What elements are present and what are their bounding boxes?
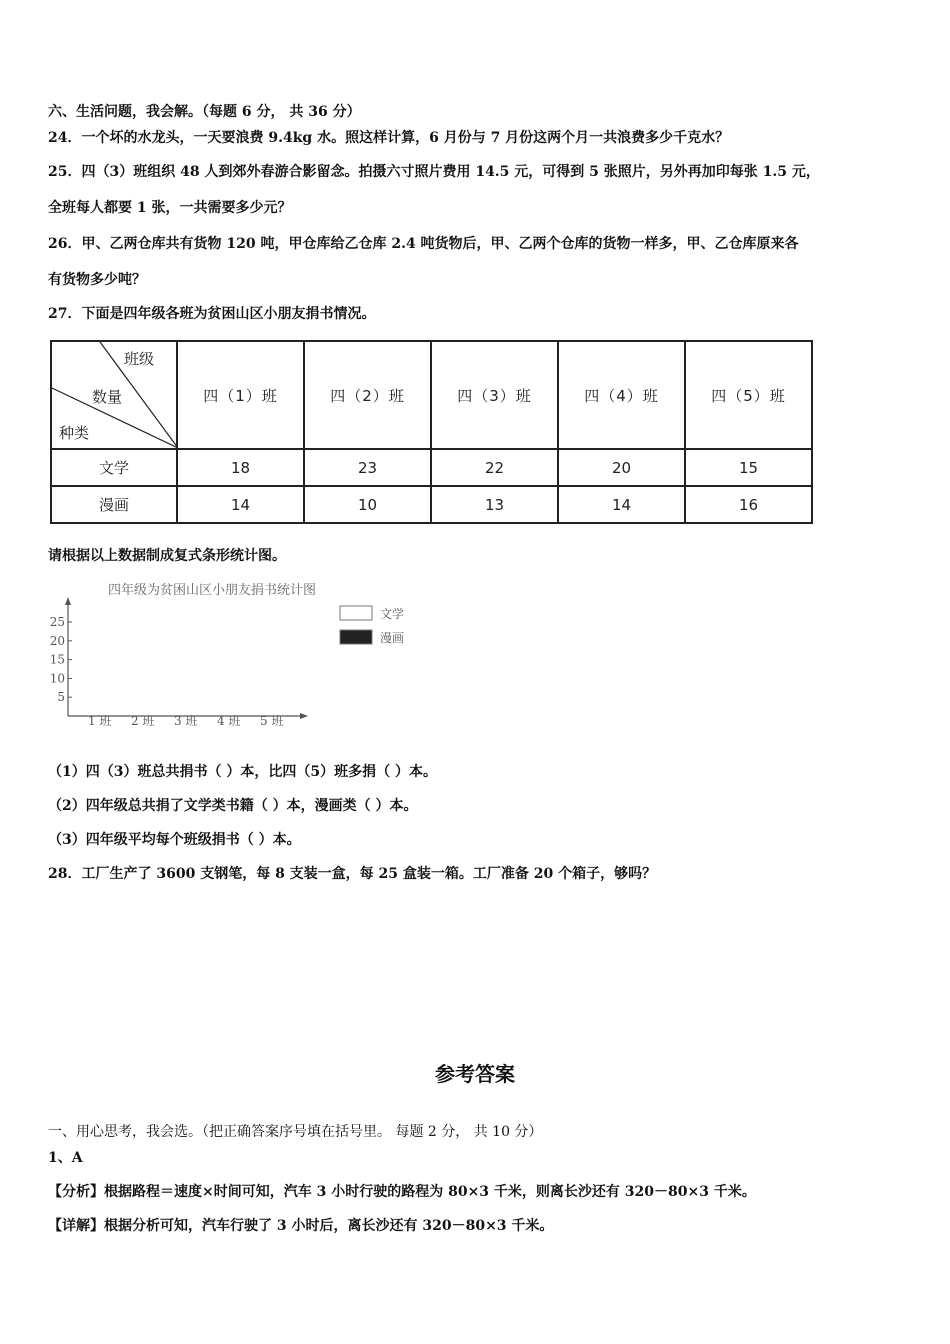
subquestion-3: （3）四年级平均每个班级捐书（ ）本。 bbox=[48, 832, 301, 848]
legend-label: 漫画 bbox=[380, 631, 405, 645]
class-header: 四（5）班 bbox=[685, 341, 812, 449]
corner-class-label: 班级 bbox=[124, 350, 155, 368]
chart-instruction: 请根据以上数据制成复式条形统计图。 bbox=[48, 548, 286, 564]
answer-detail: 【详解】根据分析可知，汽车行驶了 3 小时后，离长沙还有 320－80×3 千米。 bbox=[48, 1218, 554, 1234]
row-label: 漫画 bbox=[51, 486, 177, 523]
question-27: 27．下面是四年级各班为贫困山区小朋友捐书情况。 bbox=[48, 306, 376, 322]
table-cell: 14 bbox=[177, 486, 304, 523]
question-24: 24．一个坏的水龙头，一天要浪费 9.4kg 水。照这样计算，6 月份与 7 月份这两个月一共浪费多少千克水？ bbox=[48, 130, 730, 146]
answer-1: 1、A bbox=[48, 1150, 83, 1166]
question-26-line1: 26．甲、乙两仓库共有货物 120 吨，甲仓库给乙仓库 2.4 吨货物后，甲、乙两个仓库的货物一样多，甲、乙仓库原来各 bbox=[48, 236, 799, 252]
table-cell: 15 bbox=[685, 449, 812, 486]
y-axis-arrow bbox=[65, 597, 71, 605]
table-cell: 20 bbox=[558, 449, 685, 486]
x-tick-label: 2 班 bbox=[131, 714, 155, 728]
class-header: 四（4）班 bbox=[558, 341, 685, 449]
x-ticks bbox=[88, 713, 283, 728]
table-cell: 23 bbox=[304, 449, 431, 486]
table-row bbox=[51, 449, 812, 486]
x-axis-arrow bbox=[300, 713, 308, 719]
y-ticks bbox=[50, 615, 72, 704]
chart-title: 四年级为贫困山区小朋友捐书统计图 bbox=[108, 583, 317, 598]
subquestion-2: （2）四年级总共捐了文学类书籍（ ）本，漫画类（ ）本。 bbox=[48, 798, 418, 814]
class-header: 四（1）班 bbox=[177, 341, 304, 449]
class-header: 四（3）班 bbox=[431, 341, 558, 449]
table-corner-cell bbox=[51, 341, 177, 449]
table-cell: 13 bbox=[431, 486, 558, 523]
legend-label: 文学 bbox=[380, 607, 405, 621]
y-tick-label: 10 bbox=[49, 671, 65, 686]
x-tick-label: 1 班 bbox=[88, 714, 112, 728]
answers-section1-heading: 一、用心思考，我会选。（把正确答案序号填在括号里。 每题 2 分， 共 10 分） bbox=[48, 1124, 543, 1140]
question-25-line2: 全班每人都要 1 张，一共需要多少元？ bbox=[48, 200, 292, 216]
corner-quantity-label: 数量 bbox=[92, 388, 123, 406]
table-cell: 22 bbox=[431, 449, 558, 486]
table-cell: 16 bbox=[685, 486, 812, 523]
question-26-line2: 有货物多少吨？ bbox=[48, 272, 146, 288]
y-tick-label: 5 bbox=[57, 690, 65, 705]
table-cell: 14 bbox=[558, 486, 685, 523]
answer-analysis: 【分析】根据路程＝速度×时间可知，汽车 3 小时行驶的路程为 80×3 千米，则离长沙还有 320－80×3 千米。 bbox=[48, 1184, 756, 1200]
answers-title: 参考答案 bbox=[435, 1062, 515, 1086]
x-tick-label: 4 班 bbox=[217, 714, 241, 728]
chart-legend bbox=[340, 606, 404, 645]
y-tick-label: 15 bbox=[49, 652, 65, 667]
section6-heading: 六、生活问题，我会解。（每题 6 分， 共 36 分） bbox=[48, 104, 361, 120]
legend-swatch bbox=[340, 606, 372, 620]
table-row bbox=[51, 486, 812, 523]
row-label: 文学 bbox=[51, 449, 177, 486]
question-25-line1: 25．四（3）班组织 48 人到郊外春游合影留念。拍摄六寸照片费用 14.5 元，可得到 5 张照片，另外再加印每张 1.5 元， bbox=[48, 164, 820, 180]
x-tick-label: 5 班 bbox=[260, 714, 284, 728]
y-tick-label: 25 bbox=[49, 615, 65, 629]
bar-chart bbox=[40, 572, 440, 742]
table-cell: 10 bbox=[304, 486, 431, 523]
table-cell: 18 bbox=[177, 449, 304, 486]
class-header: 四（2）班 bbox=[304, 341, 431, 449]
corner-type-label: 种类 bbox=[59, 424, 90, 442]
x-tick-label: 3 班 bbox=[174, 714, 198, 728]
table-header-row bbox=[51, 341, 812, 449]
subquestion-1: （1）四（3）班总共捐书（ ）本，比四（5）班多捐（ ）本。 bbox=[48, 764, 437, 780]
y-tick-label: 20 bbox=[49, 633, 65, 648]
question-28: 28．工厂生产了 3600 支钢笔，每 8 支装一盒，每 25 盒装一箱。工厂准备 20 个箱子，够吗？ bbox=[48, 866, 657, 882]
legend-swatch bbox=[340, 630, 372, 644]
donation-table bbox=[50, 340, 813, 524]
